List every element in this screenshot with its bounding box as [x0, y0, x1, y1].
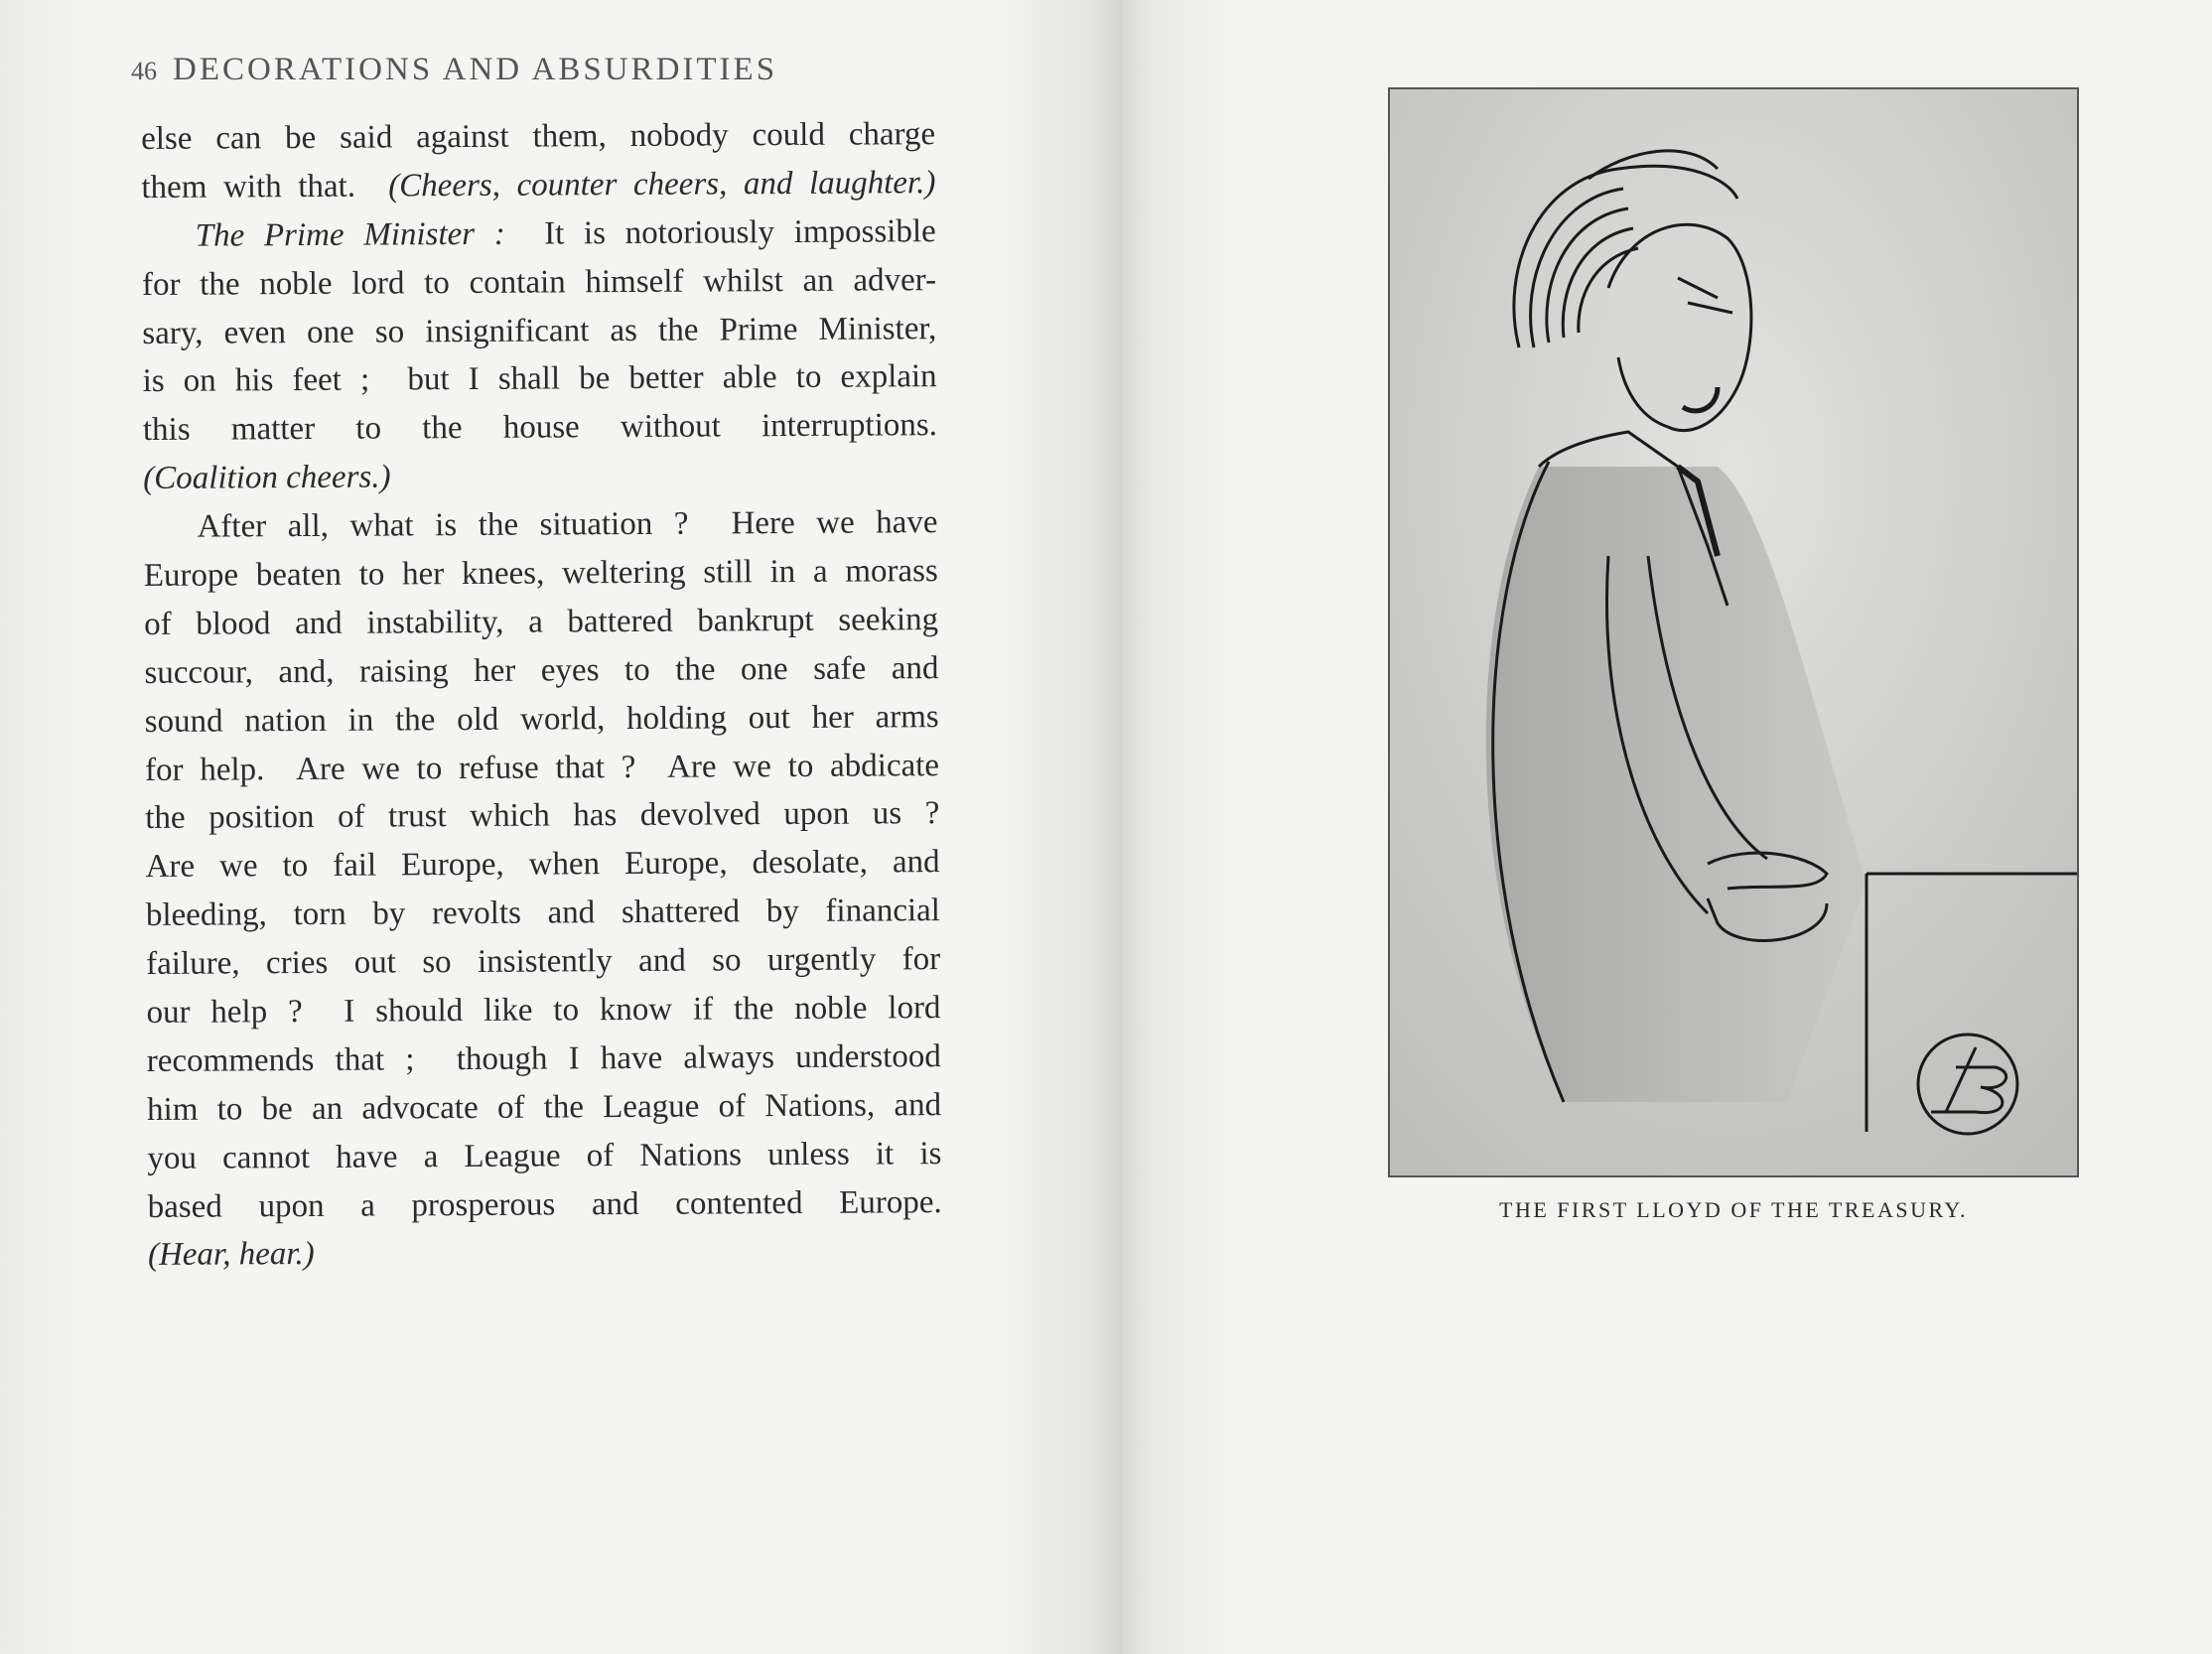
text-line	[144, 644, 938, 698]
body-text-segment: him to be an advocate of the League of Nations, and	[147, 1086, 942, 1128]
text-line	[145, 838, 939, 892]
text-line	[145, 790, 939, 844]
text-line	[146, 984, 940, 1037]
italic-text: (Cheers, counter cheers, and laughter.)	[388, 165, 936, 205]
text-line	[145, 742, 939, 795]
italic-text: The Prime Minister :	[195, 215, 505, 254]
body-text-segment: It is notoriously impossible	[504, 212, 936, 252]
text-line	[147, 1130, 941, 1183]
text-line	[141, 110, 935, 164]
body-text-segment: recommends that ; though I have always understood	[146, 1038, 941, 1079]
text-line	[142, 256, 936, 310]
body-text-segment: sary, even one so insignificant as the Prime Minister,	[142, 310, 937, 351]
text-line	[141, 159, 935, 212]
text-line	[142, 207, 936, 261]
body-text-segment: is on his feet ; but I shall be better able to explain	[142, 358, 937, 400]
body-text-segment: failure, cries out so insistently and so urgently for	[146, 941, 941, 983]
body-text-segment: Are we to fail Europe, when Europe, desolate, and	[145, 844, 940, 886]
text-line	[147, 1033, 941, 1086]
body-text-segment: After all, what is the situation ? Here we have	[197, 504, 938, 545]
body-text-segment: this matter to the house without interruptions.	[142, 407, 938, 449]
text-line	[146, 887, 940, 940]
text-line	[143, 450, 937, 503]
text-line	[144, 547, 938, 601]
body-text-segment: our help ? I should like to know if the noble lord	[146, 990, 941, 1032]
illustration-caption: THE FIRST LLOYD OF THE TREASURY.	[1499, 1197, 1968, 1222]
body-text-segment: them with that.	[141, 168, 389, 206]
body-text-segment: bleeding, torn by revolts and shattered by financial	[145, 893, 941, 934]
body-text-segment: you cannot have a League of Nations unless it is	[147, 1135, 942, 1176]
running-head	[131, 52, 925, 88]
body-text-segment: based upon a prosperous and contented Europe.	[147, 1183, 942, 1225]
caricature-illustration	[1388, 87, 2079, 1177]
text-line	[142, 305, 936, 358]
text-line	[142, 353, 936, 407]
body-text-segment: else can be said against them, nobody could charge	[141, 116, 936, 157]
italic-text: (Coalition cheers.)	[143, 459, 391, 497]
body-text-segment: the position of trust which has devolved upon us ?	[145, 795, 940, 837]
body-text-segment: sound nation in the old world, holding out her arms	[144, 698, 939, 740]
body-text	[141, 110, 942, 1280]
page-number: 46	[131, 57, 157, 85]
body-text-segment: succour, and, raising her eyes to the one safe and	[144, 649, 939, 691]
text-line	[148, 1178, 942, 1232]
body-text-segment: of blood and instability, a battered bankrupt seeking	[144, 602, 939, 642]
running-head-title: DECORATIONS AND ABSURDITIES	[173, 52, 778, 87]
body-text-segment: for the noble lord to contain himself whilst an adver-	[141, 261, 937, 303]
text-line	[146, 935, 940, 989]
text-line	[145, 693, 939, 747]
text-line	[143, 498, 937, 552]
italic-text: (Hear, hear.)	[147, 1236, 315, 1274]
text-line	[144, 596, 938, 649]
body-text-segment: Europe beaten to her knees, weltering still in a morass	[143, 553, 938, 595]
text-line	[147, 1081, 941, 1135]
body-text-segment: for help. Are we to refuse that ? Are we to abdicate	[144, 747, 940, 788]
text-line	[143, 401, 937, 455]
text-line	[148, 1227, 942, 1281]
